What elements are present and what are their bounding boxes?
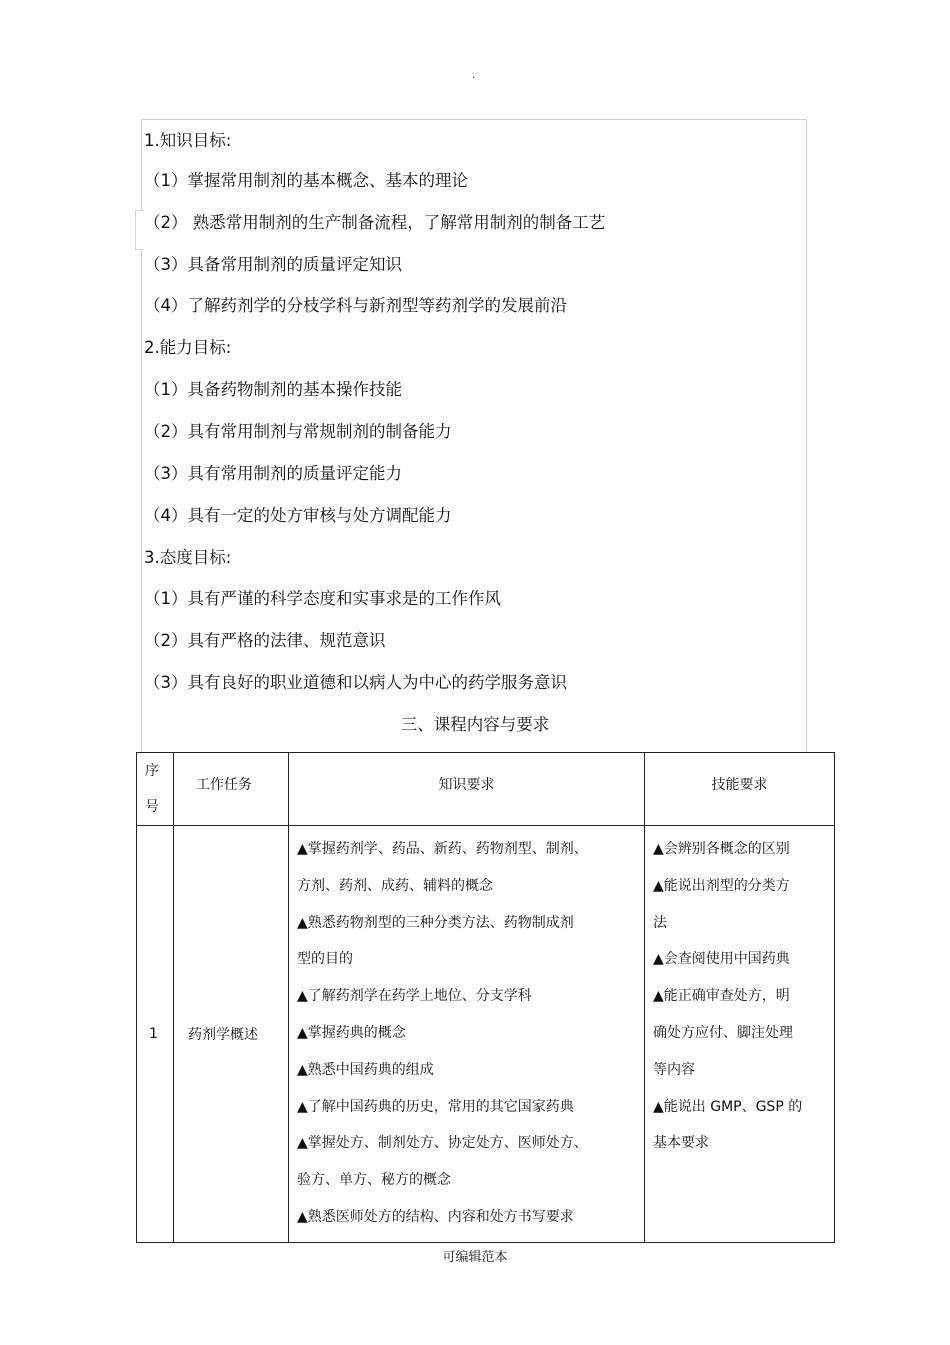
knowledge-line: 方剂、药剂、成药、辅料的概念 <box>297 877 493 894</box>
objective-item: （4）了解药剂学的分枝学科与新剂型等药剂学的发展前沿 <box>144 296 567 315</box>
objective-item: （1）具有严谨的科学态度和实事求是的工作作风 <box>144 589 501 608</box>
skill-line: ▲会查阅使用中国药典 <box>653 951 790 968</box>
knowledge-line: 验方、单方、秘方的概念 <box>297 1172 451 1189</box>
knowledge-line: ▲熟悉医师处方的结构、内容和处方书写要求 <box>297 1208 574 1225</box>
row-seq: 1 <box>137 826 174 1243</box>
knowledge-line: 型的目的 <box>297 951 353 968</box>
header-task: 工作任务 <box>174 753 289 826</box>
footer-note: 可编辑范本 <box>442 1250 508 1265</box>
objective-item: （3）具有常用制剂的质量评定能力 <box>144 464 402 483</box>
knowledge-line: ▲了解药剂学在药学上地位、分支学科 <box>297 988 532 1005</box>
skill-line: ▲会辨别各概念的区别 <box>653 841 790 857</box>
objective-item: （3）具有良好的职业道德和以病人为中心的药学服务意识 <box>144 673 567 692</box>
objective-item: （1）具备药物制剂的基本操作技能 <box>144 380 402 399</box>
knowledge-line: ▲熟悉药物剂型的三种分类方法、药物制成剂 <box>297 914 574 931</box>
knowledge-line: ▲掌握药剂学、药品、新药、药物剂型、制剂、 <box>297 841 588 857</box>
skill-line: 等内容 <box>653 1061 695 1078</box>
objective-heading-knowledge: 1.知识目标: <box>144 131 232 150</box>
header-knowledge: 知识要求 <box>289 753 645 826</box>
knowledge-line: ▲熟悉中国药典的组成 <box>297 1061 434 1078</box>
objective-item: （1）掌握常用制剂的基本概念、基本的理论 <box>144 171 468 190</box>
skill-line: ▲能说出 GMP、GSP 的 <box>653 1098 803 1115</box>
knowledge-line: ▲掌握处方、制剂处方、协定处方、医师处方、 <box>297 1135 588 1152</box>
row-task: 药剂学概述 <box>174 826 289 1243</box>
objective-heading-ability: 2.能力目标: <box>144 338 232 357</box>
table-header-row <box>137 753 835 826</box>
page-mark: . <box>472 70 476 81</box>
frame-notch <box>135 210 143 250</box>
knowledge-line: ▲掌握药典的概念 <box>297 1024 406 1041</box>
objective-heading-attitude: 3.态度目标: <box>144 548 232 567</box>
objective-item: （4）具有一定的处方审核与处方调配能力 <box>144 506 452 525</box>
objective-item: （2）具有常用制剂与常规制剂的制备能力 <box>144 422 452 441</box>
skill-line: 基本要求 <box>653 1135 709 1152</box>
objective-item: （2） 熟悉常用制剂的生产制备流程，了解常用制剂的制备工艺 <box>144 213 606 232</box>
table-row <box>137 826 835 1243</box>
section-title: 三、课程内容与要求 <box>400 715 550 734</box>
knowledge-line: ▲了解中国药典的历史，常用的其它国家药典 <box>297 1098 574 1115</box>
skill-line: 法 <box>653 914 667 931</box>
header-seq: 序 号 <box>137 753 174 826</box>
objective-item: （3）具备常用制剂的质量评定知识 <box>144 255 402 274</box>
row-knowledge-requirements <box>289 826 645 1243</box>
row-skill-requirements <box>645 826 835 1243</box>
skill-line: ▲能说出剂型的分类方 <box>653 877 790 894</box>
course-content-table <box>136 752 835 1243</box>
skill-line: ▲能正确审查处方，明 <box>653 988 790 1005</box>
skill-line: 确处方应付、脚注处理 <box>653 1024 793 1041</box>
header-skill: 技能要求 <box>645 753 835 826</box>
objective-item: （2）具有严格的法律、规范意识 <box>144 631 386 650</box>
